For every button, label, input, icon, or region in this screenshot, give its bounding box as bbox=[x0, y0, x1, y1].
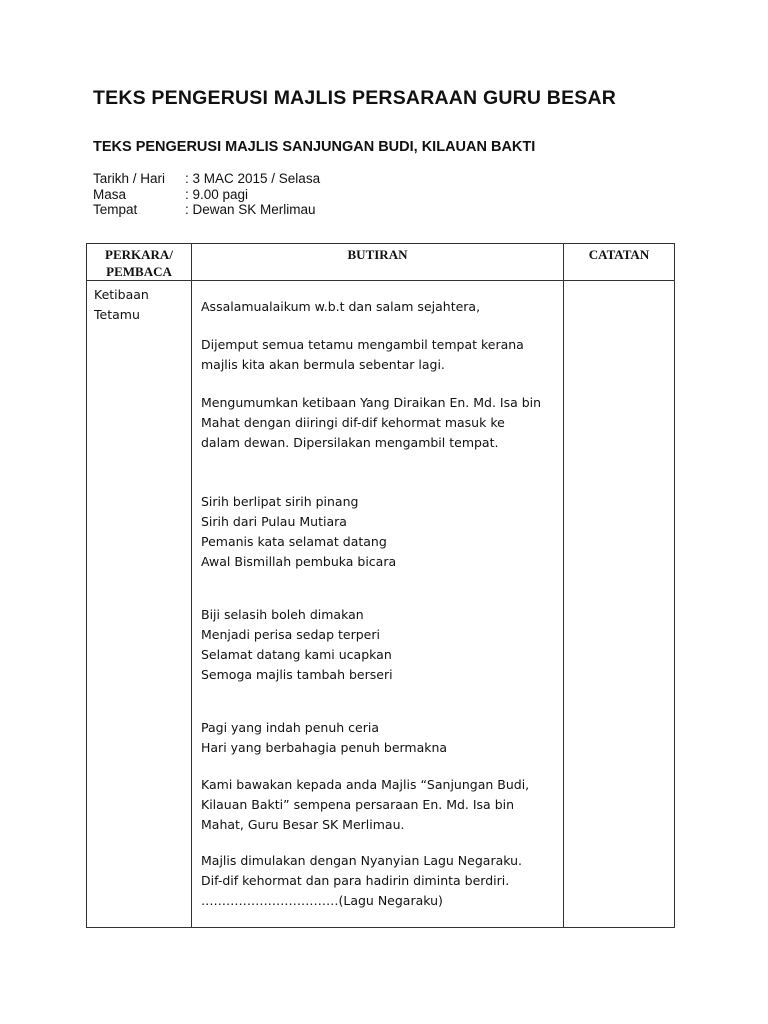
greeting-paragraph bbox=[201, 297, 480, 317]
event-details bbox=[93, 171, 320, 218]
document-title: TEKS PENGERUSI MAJLIS PERSARAAN GURU BESAR bbox=[93, 87, 617, 109]
text-line: Dijemput semua tetamu mengambil tempat kerana bbox=[201, 337, 524, 352]
program-intro-paragraph bbox=[201, 775, 529, 835]
text-line: majlis kita akan bermula sebentar lagi. bbox=[201, 357, 445, 372]
header-perkara bbox=[87, 244, 192, 281]
header-butiran: BUTIRAN bbox=[192, 244, 564, 281]
venue-label: Tempat bbox=[93, 202, 138, 217]
perkara-line2: Tetamu bbox=[94, 307, 140, 322]
text-line: Semoga majlis tambah berseri bbox=[201, 667, 393, 682]
pantun-2 bbox=[201, 605, 393, 685]
text-line: dalam dewan. Dipersilakan mengambil tempat. bbox=[201, 435, 499, 450]
text-line: Majlis dimulakan dengan Nyanyian Lagu Negaraku. bbox=[201, 853, 522, 868]
text-line: Awal Bismillah pembuka bicara bbox=[201, 554, 397, 569]
text-line: Sirih dari Pulau Mutiara bbox=[201, 514, 347, 529]
text-line: Mahat dengan diiringi dif-dif kehormat masuk ke bbox=[201, 415, 505, 430]
date-value: : 3 MAC 2015 / Selasa bbox=[185, 171, 321, 186]
text-line: Pemanis kata selamat datang bbox=[201, 534, 387, 549]
text-line: Menjadi perisa sedap terperi bbox=[201, 627, 380, 642]
text-line: Assalamualaikum w.b.t dan salam sejahtera, bbox=[201, 299, 481, 314]
header-perkara-line1: PERKARA/ bbox=[105, 247, 173, 262]
text-line: Biji selasih boleh dimakan bbox=[201, 607, 364, 622]
header-catatan: CATATAN bbox=[564, 244, 675, 281]
catatan-cell bbox=[564, 281, 675, 928]
event-venue-row bbox=[93, 202, 320, 218]
national-anthem-paragraph bbox=[201, 851, 522, 911]
program-table bbox=[86, 243, 675, 928]
document-subtitle: TEKS PENGERUSI MAJLIS SANJUNGAN BUDI, KILAUAN BAKTI bbox=[93, 139, 536, 155]
event-date-row bbox=[93, 171, 320, 187]
pantun-1 bbox=[201, 492, 396, 572]
text-line: ……………………………(Lagu Negaraku) bbox=[201, 893, 443, 908]
text-line: Kilauan Bakti” sempena persaraan En. Md. Isa bin bbox=[201, 797, 515, 812]
butiran-cell bbox=[192, 281, 564, 928]
text-line: Sirih berlipat sirih pinang bbox=[201, 494, 359, 509]
morning-lines bbox=[201, 718, 447, 758]
date-label: Tarikh / Hari bbox=[93, 171, 166, 186]
event-time-row bbox=[93, 187, 320, 203]
header-perkara-line2: PEMBACA bbox=[106, 264, 172, 279]
text-line: Selamat datang kami ucapkan bbox=[201, 647, 392, 662]
perkara-line1: Ketibaan bbox=[94, 287, 149, 302]
time-label: Masa bbox=[93, 186, 127, 202]
arrival-announcement-paragraph bbox=[201, 393, 541, 453]
text-line: Kami bawakan kepada anda Majlis “Sanjungan Budi, bbox=[201, 777, 530, 792]
text-line: Mahat, Guru Besar SK Merlimau. bbox=[201, 817, 405, 832]
perkara-cell bbox=[87, 281, 192, 928]
table-header-row bbox=[87, 244, 675, 281]
venue-value: : Dewan SK Merlimau bbox=[185, 202, 316, 217]
invitation-paragraph bbox=[201, 335, 524, 375]
text-line: Dif-dif kehormat dan para hadirin diminta berdiri. bbox=[201, 873, 510, 888]
time-value: : 9.00 pagi bbox=[185, 186, 249, 202]
text-line: Pagi yang indah penuh ceria bbox=[201, 720, 379, 735]
table-row bbox=[87, 281, 675, 928]
text-line: Hari yang berbahagia penuh bermakna bbox=[201, 740, 448, 755]
text-line: Mengumumkan ketibaan Yang Diraikan En. Md. Isa bin bbox=[201, 395, 542, 410]
